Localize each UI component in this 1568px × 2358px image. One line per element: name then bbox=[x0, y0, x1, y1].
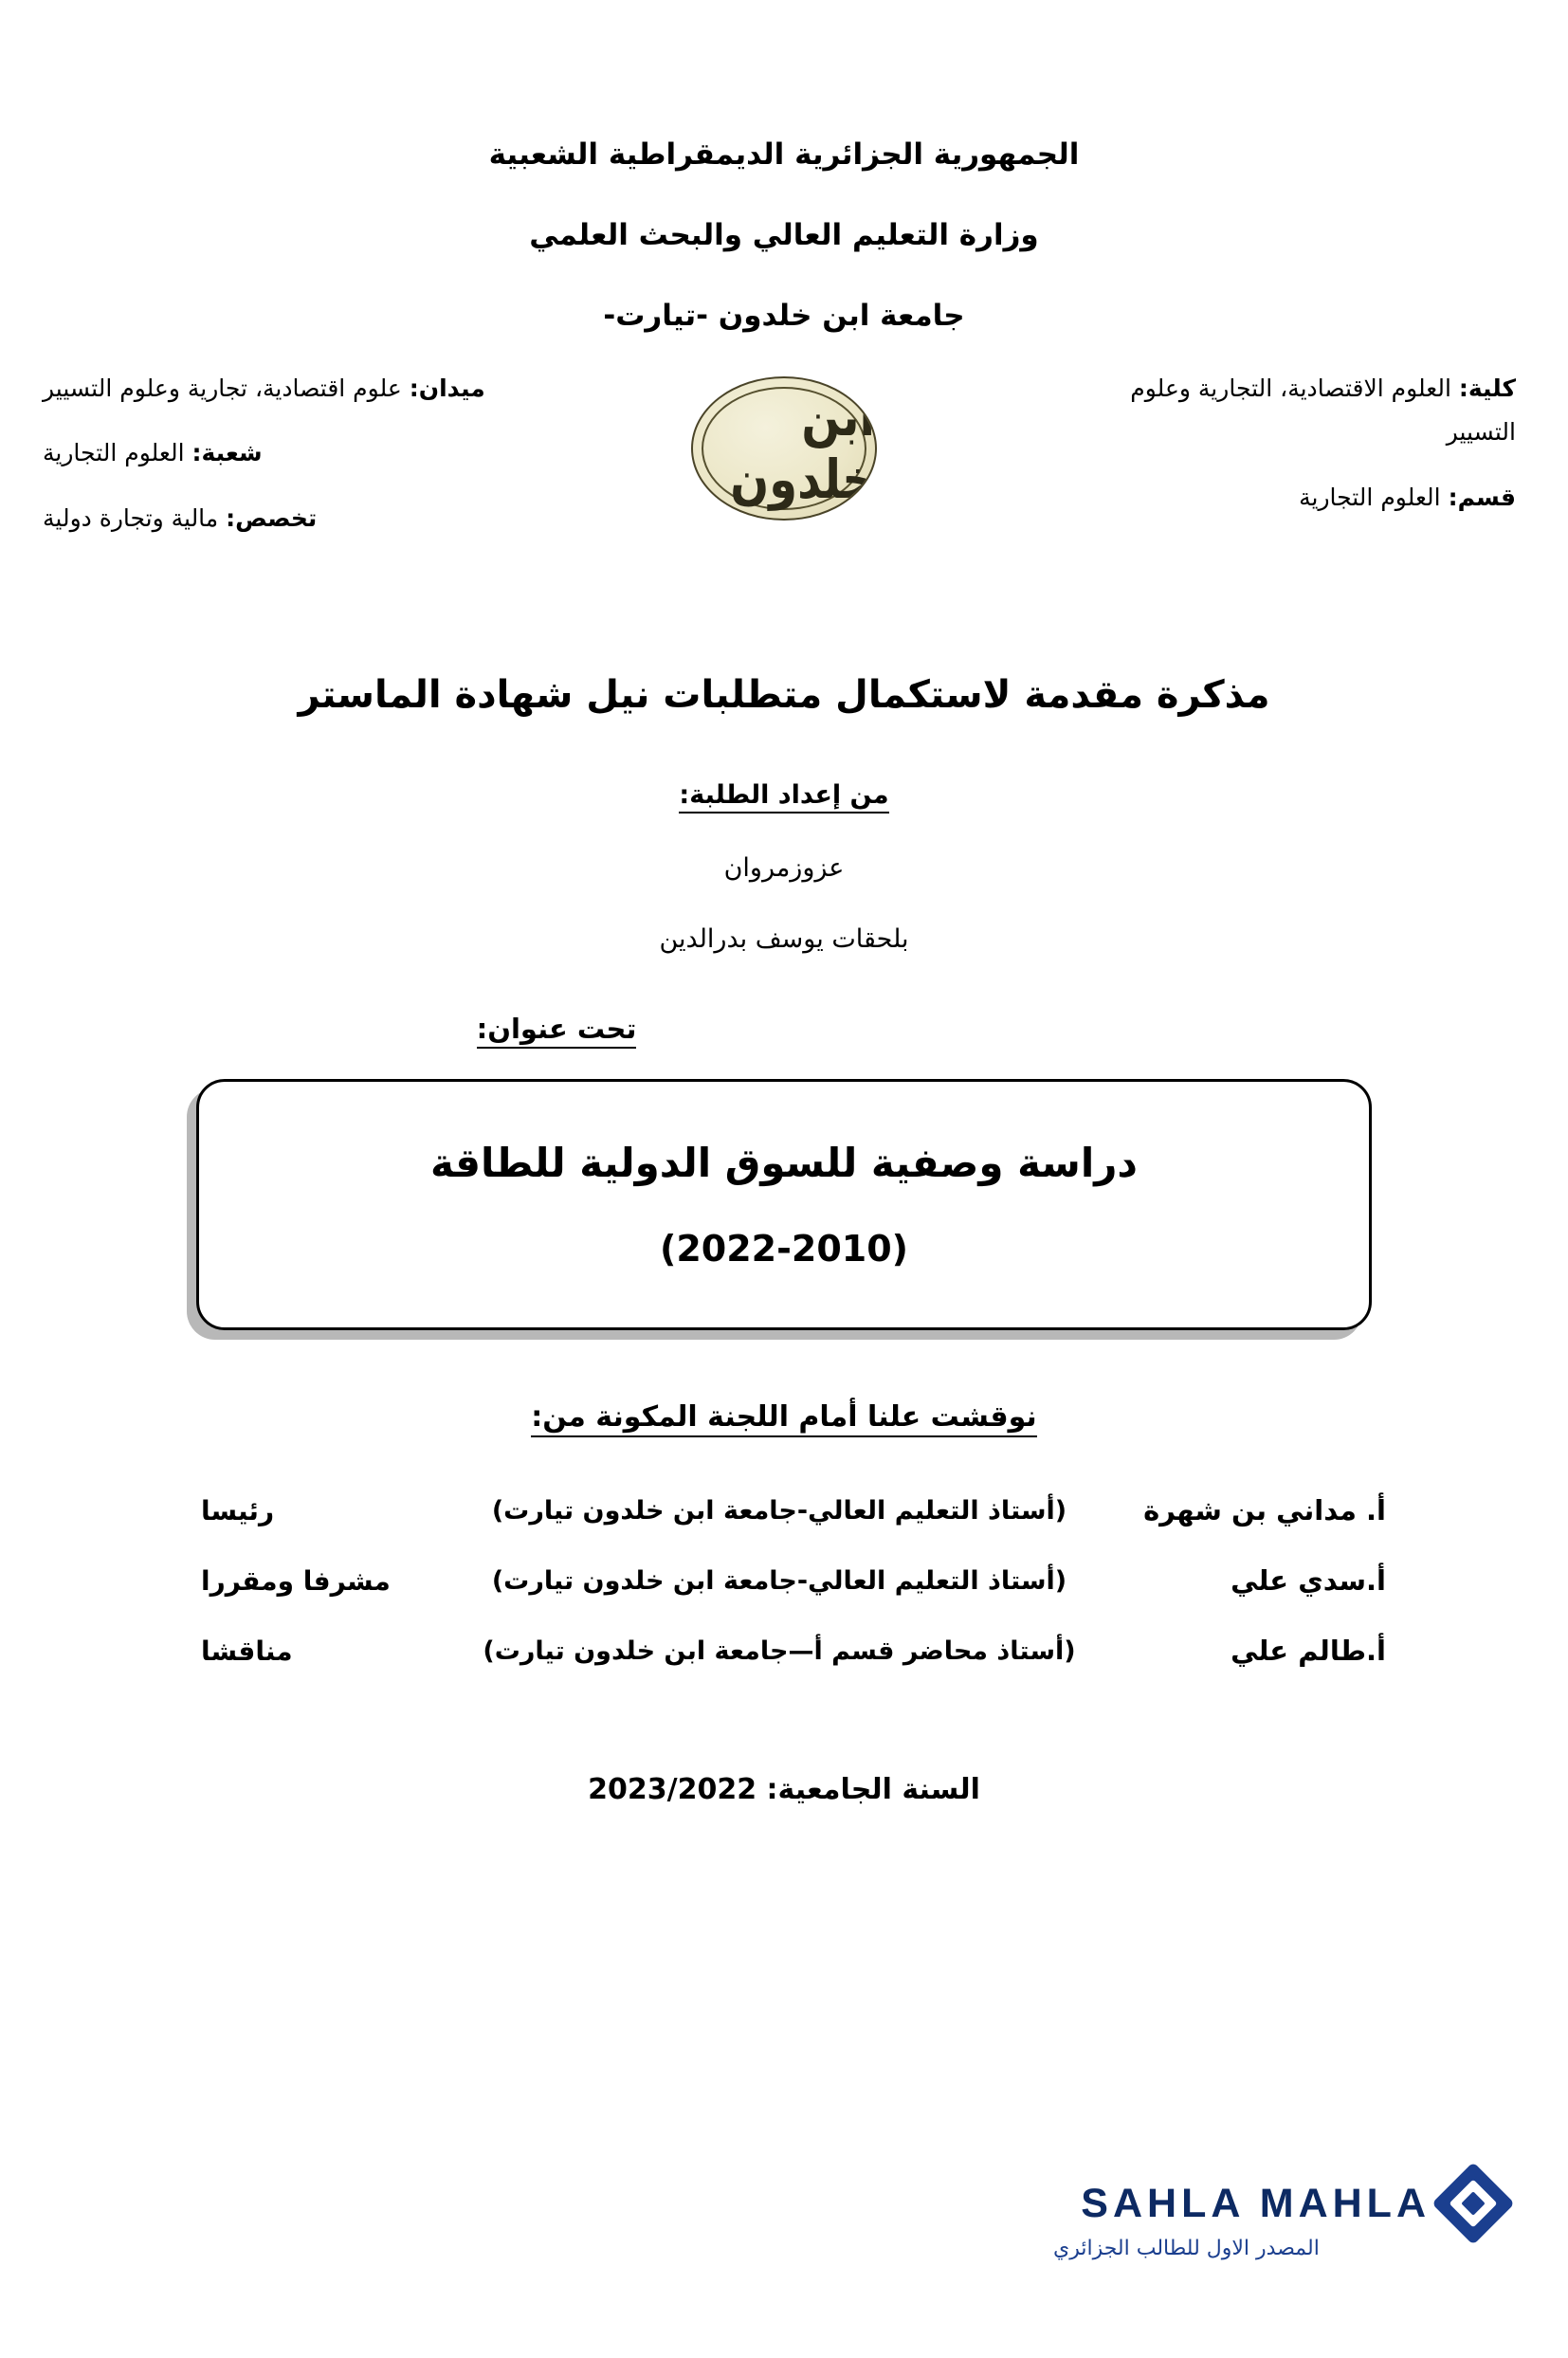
jury-member-affiliation: (أستاذ التعليم العالي-جامعة ابن خلدون تيارت) bbox=[491, 1565, 1067, 1596]
department-label: قسم: bbox=[1448, 483, 1516, 511]
thesis-title-years: (2022-2010) bbox=[659, 1227, 909, 1270]
domain-column bbox=[43, 367, 498, 540]
title-box bbox=[196, 1079, 1372, 1330]
table-row bbox=[173, 1475, 1395, 1545]
academic-year-value: 2023/2022 bbox=[588, 1773, 757, 1806]
student-name-2: بلحقات يوسف بدرالدين bbox=[659, 924, 909, 954]
jury-member-affiliation: (أستاذ التعليم العالي-جامعة ابن خلدون تيارت) bbox=[491, 1495, 1067, 1526]
jury-member-name: أ.طالم علي bbox=[1231, 1635, 1386, 1667]
academic-year-label: السنة الجامعية: bbox=[766, 1773, 980, 1806]
seal-oval-shape bbox=[691, 376, 877, 521]
faculty-column bbox=[1061, 367, 1516, 520]
jury-member-name: أ.سدي علي bbox=[1231, 1564, 1386, 1597]
jury-member-role: رئيسا bbox=[201, 1494, 275, 1526]
diamond-logo-icon bbox=[1444, 2174, 1503, 2233]
jury-heading-wrapper bbox=[0, 1400, 1568, 1434]
branch-label: شعبة: bbox=[191, 439, 263, 467]
academic-year bbox=[0, 1773, 1568, 1806]
republic-line: الجمهورية الجزائرية الديمقراطية الشعبية bbox=[488, 137, 1080, 172]
domain-row bbox=[43, 367, 498, 411]
speciality-value: مالية وتجارة دولية bbox=[43, 503, 219, 532]
thesis-title: دراسة وصفية للسوق الدولية للطاقة bbox=[430, 1140, 1138, 1187]
department-row bbox=[1061, 476, 1516, 520]
national-header bbox=[0, 137, 1568, 333]
jury-member-role: مشرفا ومقررا bbox=[201, 1564, 391, 1597]
jury-table bbox=[173, 1475, 1395, 1686]
watermark-row bbox=[1048, 2174, 1503, 2233]
table-row bbox=[173, 1616, 1395, 1686]
watermark-subtitle: المصدر الاول للطالب الجزائري bbox=[1053, 2237, 1320, 2260]
jury-member-name: أ. مداني بن شهرة bbox=[1143, 1494, 1386, 1526]
university-line: جامعة ابن خلدون -تيارت- bbox=[603, 299, 965, 333]
title-box-wrapper bbox=[196, 1079, 1372, 1330]
sahla-mahla-watermark bbox=[1048, 2174, 1503, 2288]
document-page bbox=[0, 137, 1568, 2358]
speciality-label: تخصص: bbox=[226, 503, 318, 532]
table-row bbox=[173, 1545, 1395, 1616]
branch-value: العلوم التجارية bbox=[43, 439, 185, 467]
university-seal bbox=[691, 376, 877, 521]
watermark-title: SAHLA MAHLA bbox=[1081, 2180, 1431, 2226]
domain-value: علوم اقتصادية، تجارية وعلوم التسيير bbox=[43, 375, 402, 402]
speciality-row bbox=[43, 497, 498, 540]
under-title-label: تحت عنوان: bbox=[477, 1013, 637, 1049]
under-title-label-wrapper bbox=[0, 1013, 1568, 1045]
faculty-value: العلوم الاقتصادية، التجارية وعلوم التسيير bbox=[1130, 375, 1516, 447]
domain-label: ميدان: bbox=[409, 375, 485, 402]
department-value: العلوم التجارية bbox=[1299, 483, 1441, 511]
faculty-row bbox=[1061, 367, 1516, 455]
jury-member-role: مناقشا bbox=[201, 1635, 293, 1667]
ministry-line: وزارة التعليم العالي والبحث العلمي bbox=[529, 218, 1039, 252]
affiliation-block bbox=[0, 367, 1568, 604]
faculty-label: كلية: bbox=[1458, 375, 1516, 402]
seal-calligraphy: ابن خلدون bbox=[730, 385, 875, 512]
jury-member-affiliation: (أستاذ محاضر قسم أ—جامعة ابن خلدون تيارت) bbox=[483, 1636, 1076, 1666]
students-label: من إعداد الطلبة: bbox=[679, 780, 888, 813]
student-name-1: عزوزمروان bbox=[723, 853, 845, 883]
jury-heading: نوقشت علنا أمام اللجنة المكونة من: bbox=[531, 1400, 1036, 1437]
thesis-statement: مذكرة مقدمة لاستكمال متطلبات نيل شهادة الماستر bbox=[298, 673, 1270, 717]
branch-row bbox=[43, 431, 498, 475]
students-label-wrapper bbox=[0, 780, 1568, 810]
